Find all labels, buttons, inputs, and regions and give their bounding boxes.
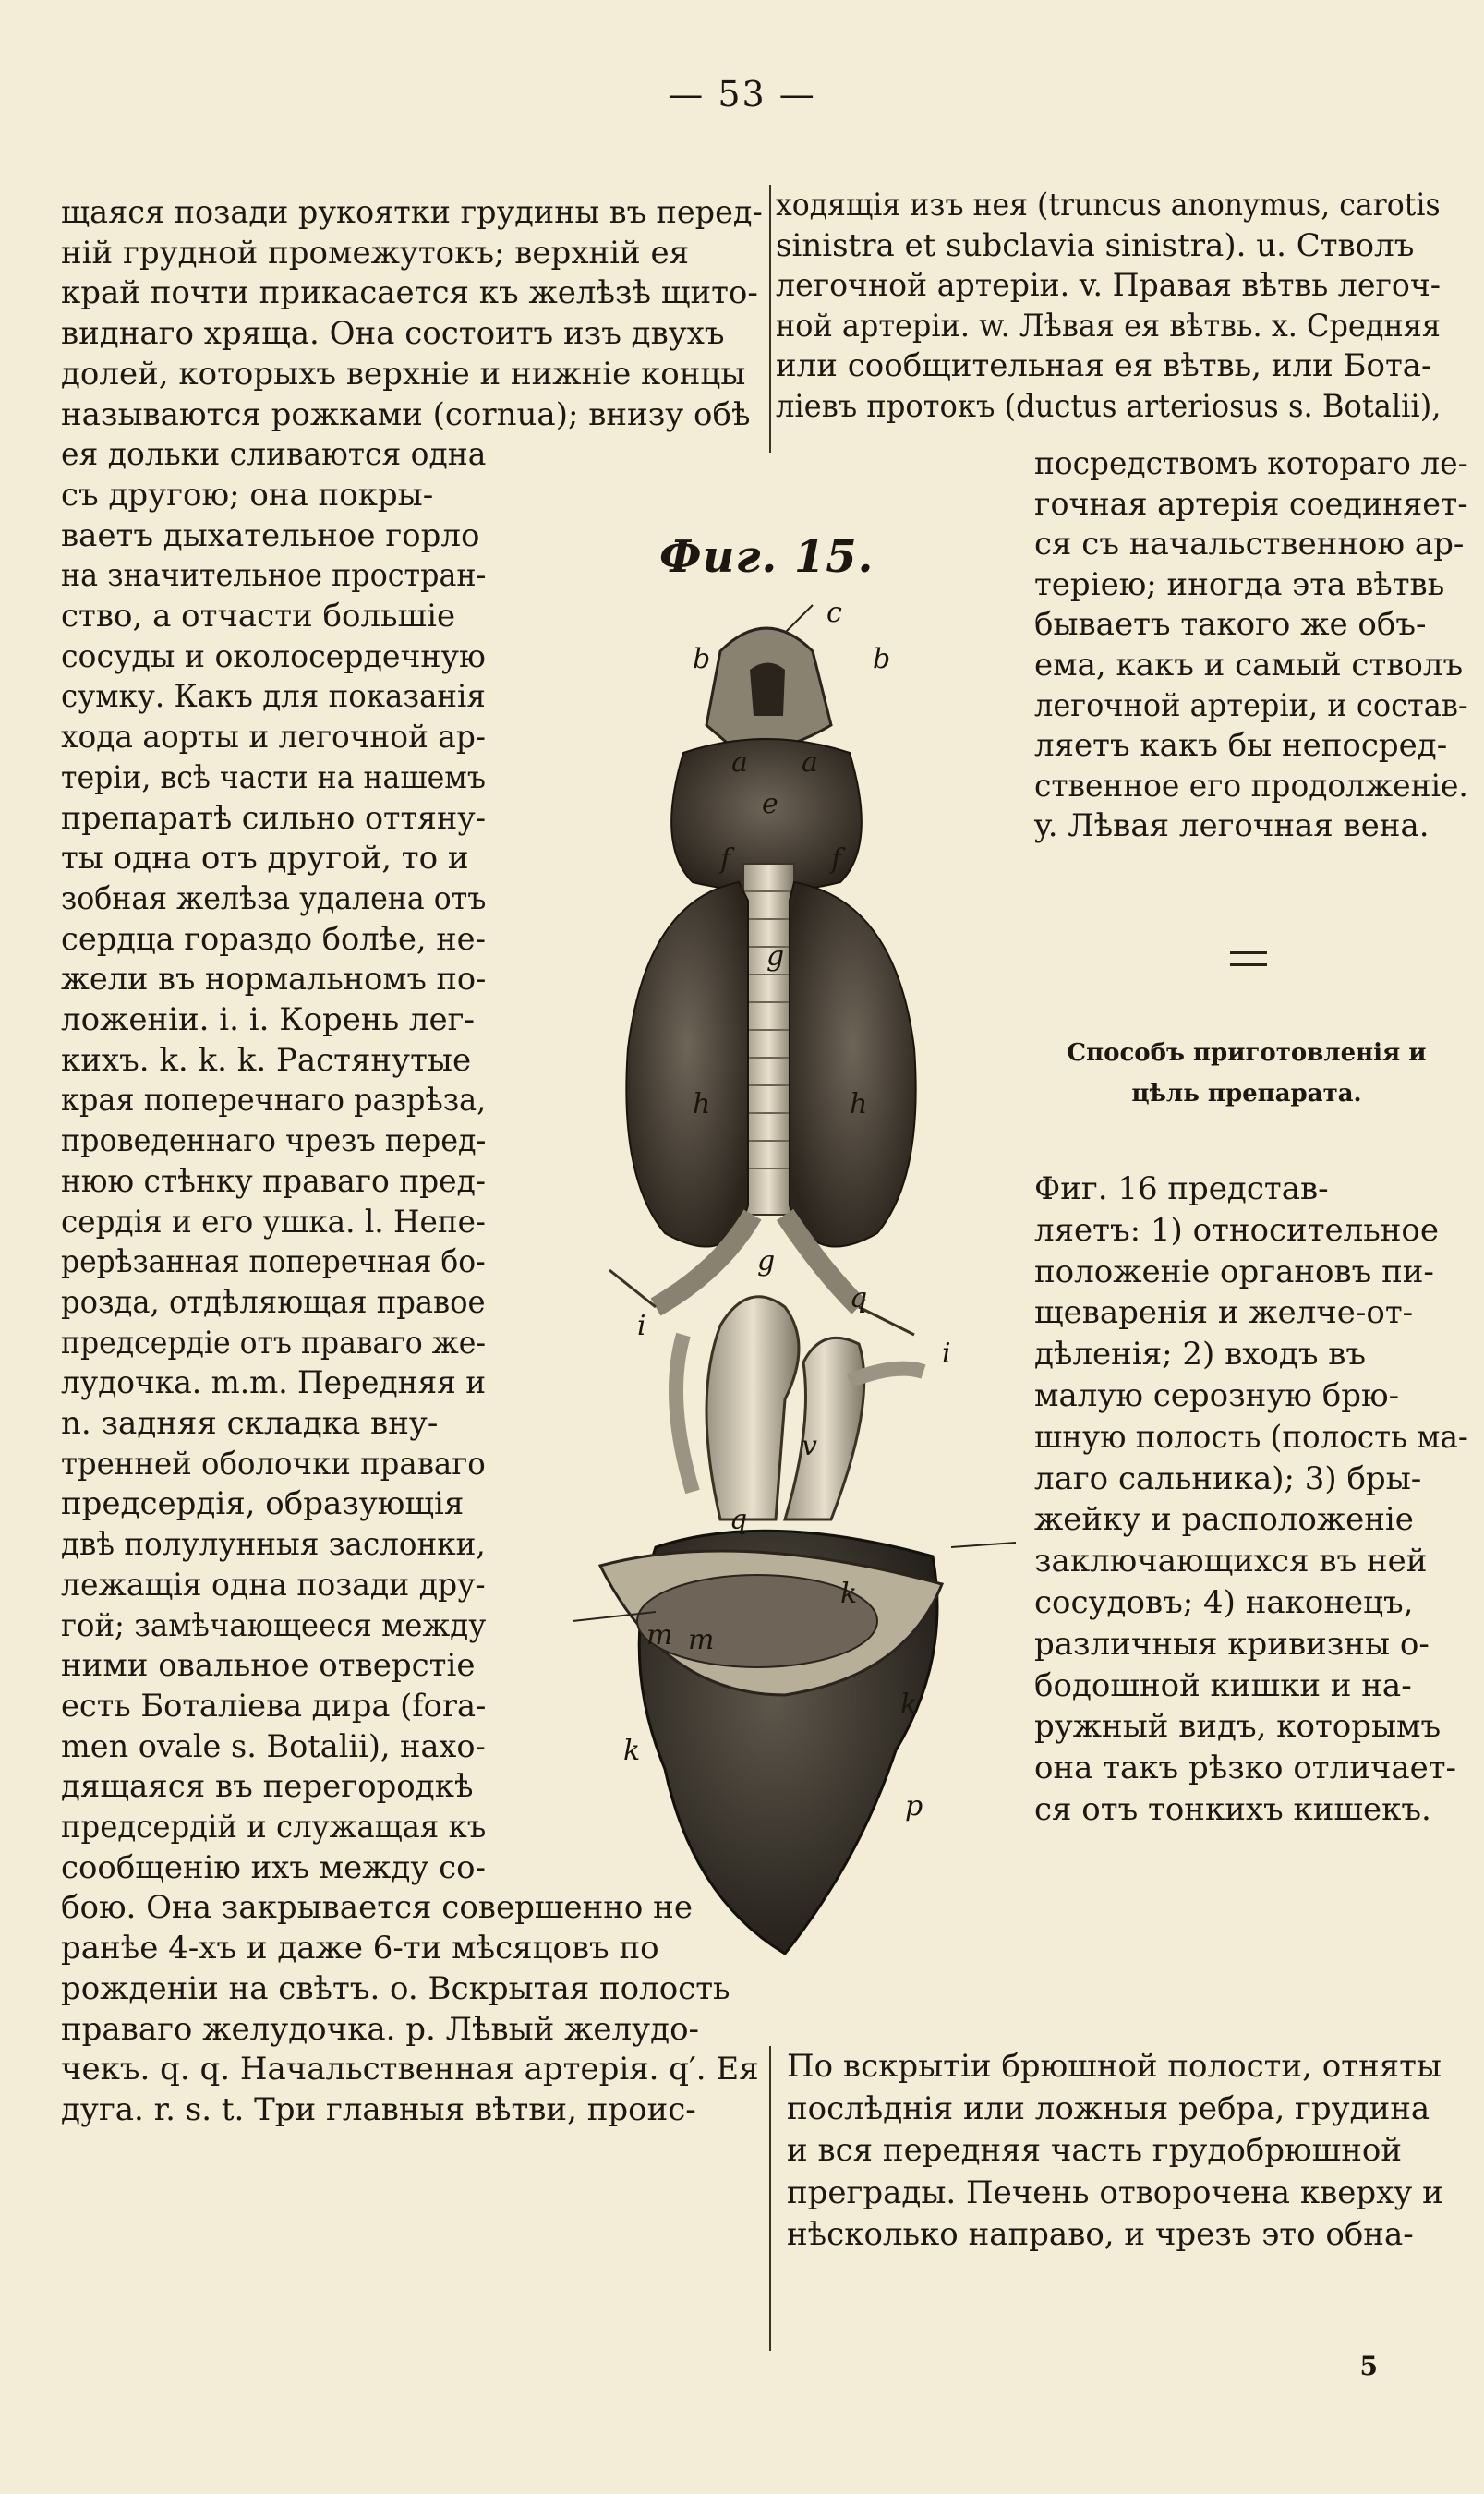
right-top-line: ліевъ протокъ (ductus arteriosus s. Botalii), [776,387,1442,425]
fig16-description-line: ся отъ тонкихъ кишекъ. [1034,1791,1431,1828]
left-column-line: сердца гораздо болѣе, не- [61,920,486,958]
left-column-line: сообщенію ихъ между со- [61,1848,486,1886]
figure-label-m-2: m [688,1624,715,1656]
left-column-line: кихъ. k. k. k. Растянутые [61,1041,472,1079]
left-column-line: сосуды и околосердечную [61,637,486,675]
figure-label-c: c [826,597,842,629]
left-column-line: препаратѣ сильно оттяну- [61,799,487,837]
figure-label-p: p [905,1790,923,1822]
left-column-line: долей, которыхъ верхніе и нижніе концы [61,355,746,393]
figure-label-b-left: b [693,643,711,675]
right-top-line: sinistra et subclavia sinistra). u. Стволъ [776,226,1415,264]
left-column-line: виднаго хряща. Она состоитъ изъ двухъ [61,315,725,353]
column-rule-top [769,185,771,453]
left-column-line: n. задняя складка вну- [61,1405,439,1442]
fig16-description-line: Фиг. 16 представ- [1034,1170,1329,1207]
anatomical-figure [508,568,1025,2037]
fig16-description-line: положеніе органовъ пи- [1034,1253,1434,1290]
left-column-line: теріи, всѣ части на нашемъ [61,758,486,796]
right-mid-line: y. Лѣвая легочная вена. [1034,807,1430,845]
fig16-description-line: щеваренія и желче-от- [1034,1294,1414,1332]
left-column-line: чекъ. q. q. Начальственная артерія. q′. Ея [61,2051,759,2088]
fig16-description-line: шную полость (полость ма- [1034,1418,1468,1456]
left-column-line: праваго желудочка. p. Лѣвый желудо- [61,2010,700,2048]
left-column-line: тренней оболочки праваго [61,1445,486,1483]
left-column-line: проведеннаго чрезъ перед- [61,1122,487,1160]
left-column-line: дящаяся въ перегородкѣ [61,1768,474,1806]
fig16-description-line: различныя кривизны о- [1034,1625,1430,1663]
left-column-line: называются рожками (cornua); внизу обѣ [61,395,751,433]
left-column-line: жели въ нормальномъ по- [61,961,487,999]
figure-label-i-right: i [942,1338,951,1370]
left-column-line: двѣ полулунныя заслонки, [61,1526,486,1564]
left-column-line: ній грудной промежутокъ; верхній ея [61,234,690,272]
figure-label-i-left: i [637,1310,646,1342]
fig16-description-line: лаго сальника); 3) бры- [1034,1459,1422,1497]
right-mid-line: ся съ начальственною ар- [1034,526,1465,563]
left-column-line: предсердій и служащая къ [61,1809,487,1846]
left-column-line: лудочка. m.m. Передняя и [61,1364,487,1402]
right-bottom-line: и вся передняя часть грудобрюшной [787,2132,1403,2169]
left-column-line: предсердія, образующія [61,1485,465,1523]
left-column-line: предсердіе отъ праваго же- [61,1324,486,1362]
left-column-line: есть Боталіева дира (fora- [61,1687,487,1725]
fig16-description-line: малую серозную брю- [1034,1377,1400,1414]
left-column-line: ея дольки сливаются одна [61,436,487,474]
left-column-line: ты одна отъ другой, то и [61,840,469,878]
figure-label-h-right: h [850,1088,868,1120]
fig16-description-line: бодошной кишки и на- [1034,1666,1412,1704]
left-column-line: щаяся позади рукоятки грудины въ перед- [61,194,763,231]
figure-label-k-2: k [900,1689,918,1721]
left-column-line: хода аорты и легочной ар- [61,719,486,757]
figure-label-e: e [762,788,778,820]
figure-label-f-right: f [831,843,842,876]
section-heading-line-2: цѣль препарата. [1131,1080,1362,1108]
figure-label-k-3: k [623,1735,641,1767]
left-column-line: ство, а отчасти большіе [61,598,456,635]
right-mid-line: ема, какъ и самый стволъ [1034,647,1464,684]
page-number: — 53 — [668,74,816,115]
figure-label-a-left: a [731,746,748,779]
fig16-description-line: дѣленія; 2) входъ въ [1034,1336,1367,1374]
right-mid-line: гочная артерія соединяет- [1034,485,1468,523]
figure-label-a-right: a [802,746,818,779]
right-top-line: легочной артеріи. v. Правая вѣтвь легоч- [776,267,1441,304]
left-column-line: нюю стѣнку праваго пред- [61,1162,486,1200]
left-column-line: рожденіи на свѣтъ. o. Вскрытая полость [61,1969,730,2007]
section-divider [1230,951,1267,966]
left-column-line: сумку. Какъ для показанія [61,678,486,716]
right-top-line: ходящія изъ нея (truncus anonymus, carotis [776,187,1441,224]
figure-label-h-left: h [693,1088,711,1120]
figure-label-v: v [802,1430,817,1462]
figure-label-q-upper: q [850,1282,868,1314]
right-bottom-line: По вскрытіи брюшной полости, отняты [787,2048,1442,2085]
left-column-line: сердія и его ушка. l. Непе- [61,1203,486,1241]
signature-mark: 5 [1359,2351,1378,2381]
right-top-line: ной артеріи. w. Лѣвая ея вѣтвь. x. Средняя [776,307,1441,345]
right-bottom-line: преграды. Печень отворочена кверху и [787,2173,1443,2211]
column-rule-bottom [769,2046,771,2351]
figure-label-f-left: f [720,843,731,876]
right-bottom-line: послѣднія или ложныя ребра, грудина [787,2089,1430,2127]
left-column-line: men ovale s. Botalii), нахо- [61,1727,486,1765]
figure-label-m-1: m [646,1619,673,1652]
right-mid-line: ляетъ какъ бы непосред- [1034,727,1448,765]
figure-label-b-right: b [873,643,891,675]
left-column-line: на значительное простран- [61,557,487,595]
left-column-line: ваетъ дыхательное горло [61,516,480,554]
right-mid-line: легочной артеріи, и состав- [1034,686,1468,724]
left-column-line: гой; замѣчающееся между [61,1606,487,1644]
figure-label-g-lower: g [757,1245,776,1277]
left-column-line: лежащія одна позади дру- [61,1566,486,1604]
fig16-description-line: ляетъ: 1) относительное [1034,1211,1439,1249]
left-column-line: зобная желѣза удалена отъ [61,879,487,917]
figure-label-q-lower: q [730,1504,748,1536]
fig16-description-line: ружный видъ, которымъ [1034,1708,1442,1746]
left-column-line: съ другою; она покры- [61,476,434,514]
figure-label-g-upper: g [766,940,785,973]
figure-illustration [508,568,1025,2037]
left-column-line: ложеніи. i. i. Корень лег- [61,1001,475,1038]
figure-title: Фиг. 15. [659,531,875,583]
figure-label-k-1: k [840,1578,858,1610]
right-top-line: или сообщительная ея вѣтвь, или Бота- [776,347,1432,384]
fig16-description-line: она такъ рѣзко отличает- [1034,1749,1457,1787]
fig16-description-line: заключающихся въ ней [1034,1543,1428,1580]
left-column-line: рерѣзанная поперечная бо- [61,1243,486,1281]
section-heading-line-1: Способъ приготовленія и [1067,1039,1427,1067]
left-column-line: края поперечнаго разрѣза, [61,1082,487,1120]
left-column-line: розда, отдѣляющая правое [61,1283,486,1321]
left-column-line: ними овальное отверстіе [61,1647,476,1685]
right-mid-line: ственное его продолженіе. [1034,767,1468,805]
left-column-line: ранѣе 4-хъ и даже 6-ти мѣсяцовъ по [61,1930,659,1967]
right-mid-line: бываетъ такого же объ- [1034,606,1427,644]
left-column-line: бою. Она закрывается совершенно не [61,1889,693,1927]
fig16-description-line: жейку и расположеніе [1034,1501,1414,1539]
fig16-description-line: сосудовъ; 4) наконецъ, [1034,1584,1414,1621]
right-mid-line: посредствомъ котораго ле- [1034,445,1468,482]
right-mid-line: теріею; иногда эта вѣтвь [1034,565,1445,603]
right-bottom-line: нѣсколько направо, и чрезъ это обна- [787,2216,1414,2253]
left-column-line: край почти прикасается къ желѣзѣ щито- [61,274,758,312]
left-column-line: дуга. r. s. t. Три главныя вѣтви, проис- [61,2090,696,2128]
